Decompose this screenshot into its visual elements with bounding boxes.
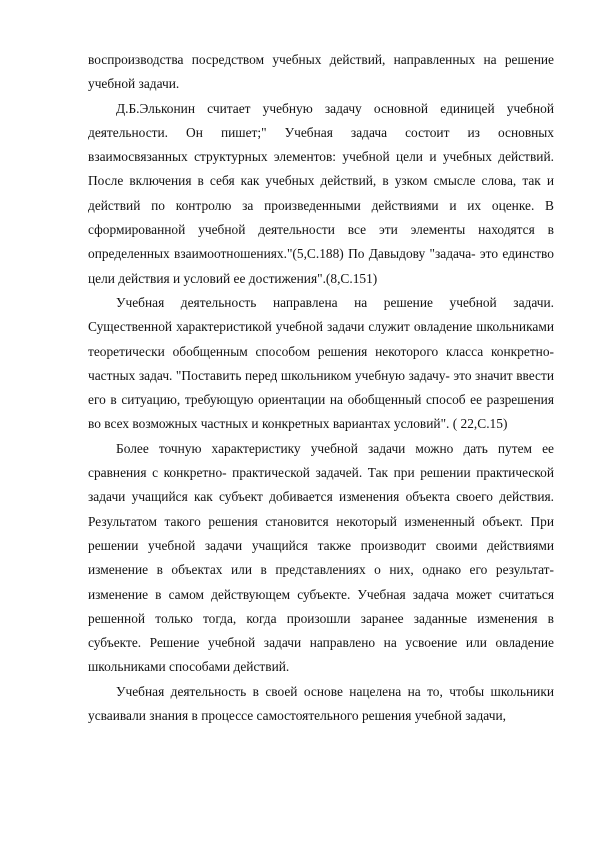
paragraph-2: Д.Б.Эльконин считает учебную задачу основной единицей учебной деятельности. Он пишет;" Учебная задача состоит из основных взаимосвязанных структурных элементов: учебной цели и учебных действий. После включения в себя как учебных действий, в узком смысле слова, так и действий по контролю за произведенными действиями и их оценке. В сформированной учебной деятельности все эти элементы находятся в определенных взаимоотношениях."(5,С.188) По Давыдову "задача- это единство цели действия и условий ее достижения".(8,С.151) (88, 100, 554, 286)
paragraph-1: воспроизводства посредством учебных действий, направленных на решение учебной задачи. (88, 52, 554, 92)
paragraph-3: Учебная деятельность направлена на решение учебной задачи. Существенной характеристикой учебной задачи служит овладение школьниками теоретически обобщенным способом решения некоторого класса конкретно- частных задач. "Поставить перед школьником учебную задачу- это значит ввести его в ситуацию, требующую ориентации на обобщенный способ ее разрешения во всех возможных частных и конкретных вариантах условий". ( 22,С.15) (88, 294, 554, 432)
document-page (88, 48, 554, 728)
paragraph-4: Более точную характеристику учебной задачи можно дать путем ее сравнения с конкретно- практической задачей. Так при решении практической задачи учащийся как субъект добивается изменения объекта своего действия. Результатом такого решения становится некоторый измененный объект. При решении учебной задачи учащийся также производит своими действиями изменение в объектах или в представлениях о них, однако его результат- изменение в самом действующем субъекте. Учебная задача может считаться решенной только тогда, когда произошли заранее заданные изменения в субъекте. Решение учебной задачи направлено на усвоение или овладение школьниками способами действий. (88, 440, 554, 675)
paragraph-5: Учебная деятельность в своей основе нацелена на то, чтобы школьники усваивали знания в процессе самостоятельного решения учебной задачи, (88, 683, 554, 724)
